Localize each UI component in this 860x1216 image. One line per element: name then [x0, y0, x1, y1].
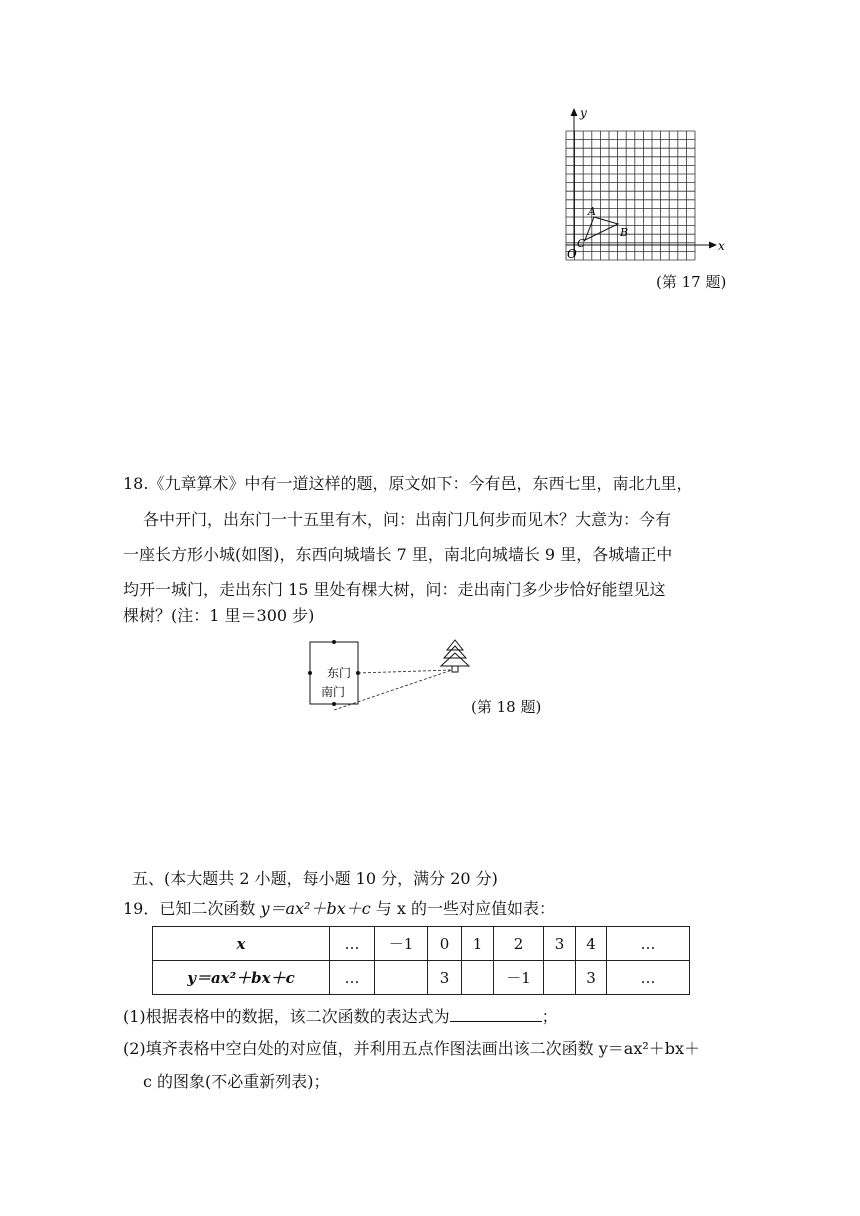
values-table: [152, 926, 690, 995]
table-cell: y＝ax²＋bx＋c: [153, 961, 330, 995]
north-gate-dot: [332, 640, 336, 644]
section-five-title: 五、(本大题共 2 小题，每小题 10 分，满分 20 分): [132, 869, 498, 888]
tree-icon: [441, 640, 469, 672]
y-axis-arrow: [571, 108, 578, 116]
q19-intro-prefix: 19．已知二次函数: [123, 899, 261, 918]
table-cell: …: [607, 961, 690, 995]
east-sight-line: [358, 670, 452, 673]
table-cell-blank: [375, 961, 428, 995]
table-cell-blank: [544, 961, 576, 995]
q19-part-1: [123, 1005, 558, 1027]
table-cell: 0: [428, 927, 462, 961]
point-a-label: A: [588, 205, 596, 218]
table-cell: …: [607, 927, 690, 961]
q18-line-2: 各中开门，出东门一十五里有木，问：出南门几何步而见木？大意为：今有: [143, 510, 672, 529]
q18-line-1: 18.《九章算术》中有一道这样的题，原文如下：今有邑，东西七里，南北九里，: [123, 474, 693, 493]
table-row-x: [153, 927, 690, 961]
figure-17-grid: [560, 100, 730, 265]
south-gate-dot: [332, 702, 336, 706]
table-cell: －1: [494, 961, 544, 995]
table-cell: 3: [428, 961, 462, 995]
table-cell: 1: [462, 927, 494, 961]
x-axis-label: x: [718, 239, 725, 253]
triangle-abc: [585, 217, 618, 240]
origin-label: O: [567, 247, 577, 261]
point-b-label: B: [620, 226, 629, 239]
table-cell: －1: [375, 927, 428, 961]
y-axis-label: y: [580, 106, 587, 120]
table-cell: x: [153, 927, 330, 961]
table-cell-blank: [462, 961, 494, 995]
figure-18-caption: (第 18 题): [471, 698, 542, 716]
east-gate-label: 东门: [327, 666, 352, 680]
table-cell: 3: [576, 961, 607, 995]
q19-intro-suffix: 与 x 的一些对应值如表：: [370, 899, 555, 918]
q19-part-2-line-1: (2)填齐表格中空白处的对应值，并利用五点作图法画出该二次函数 y＝ax²＋bx＋: [123, 1039, 701, 1058]
q18-line-4: 均开一城门，走出东门 15 里处有棵大树，问：走出南门多少步恰好能望见这: [123, 580, 666, 599]
south-gate-label: 南门: [321, 685, 346, 699]
q19-part-1-suffix: ；: [541, 1007, 558, 1026]
table-cell: 4: [576, 927, 607, 961]
q19-intro-formula: y＝ax²＋bx＋c: [260, 899, 371, 918]
table-cell: …: [330, 961, 375, 995]
figure-17-caption: (第 17 题): [656, 273, 727, 291]
table-cell: 3: [544, 927, 576, 961]
answer-blank[interactable]: [450, 1005, 542, 1022]
q19-intro: [123, 899, 555, 919]
q19-part-2-line-2: c 的图象(不必重新列表)；: [143, 1072, 330, 1091]
q19-part-1-prefix: (1)根据表格中的数据，该二次函数的表达式为: [123, 1007, 450, 1026]
point-c-label: C: [577, 237, 586, 250]
table-cell: …: [330, 927, 375, 961]
west-gate-dot: [308, 671, 312, 675]
q18-line-5: 棵树？(注：1 里＝300 步): [123, 606, 315, 625]
table-cell: 2: [494, 927, 544, 961]
x-axis-arrow: [709, 242, 717, 249]
table-row-y: [153, 961, 690, 995]
figure-18-city-diagram: [300, 636, 480, 716]
q18-line-3: 一座长方形小城(如图)，东西向城墙长 7 里，南北向城墙长 9 里，各城墙正中: [123, 545, 673, 564]
